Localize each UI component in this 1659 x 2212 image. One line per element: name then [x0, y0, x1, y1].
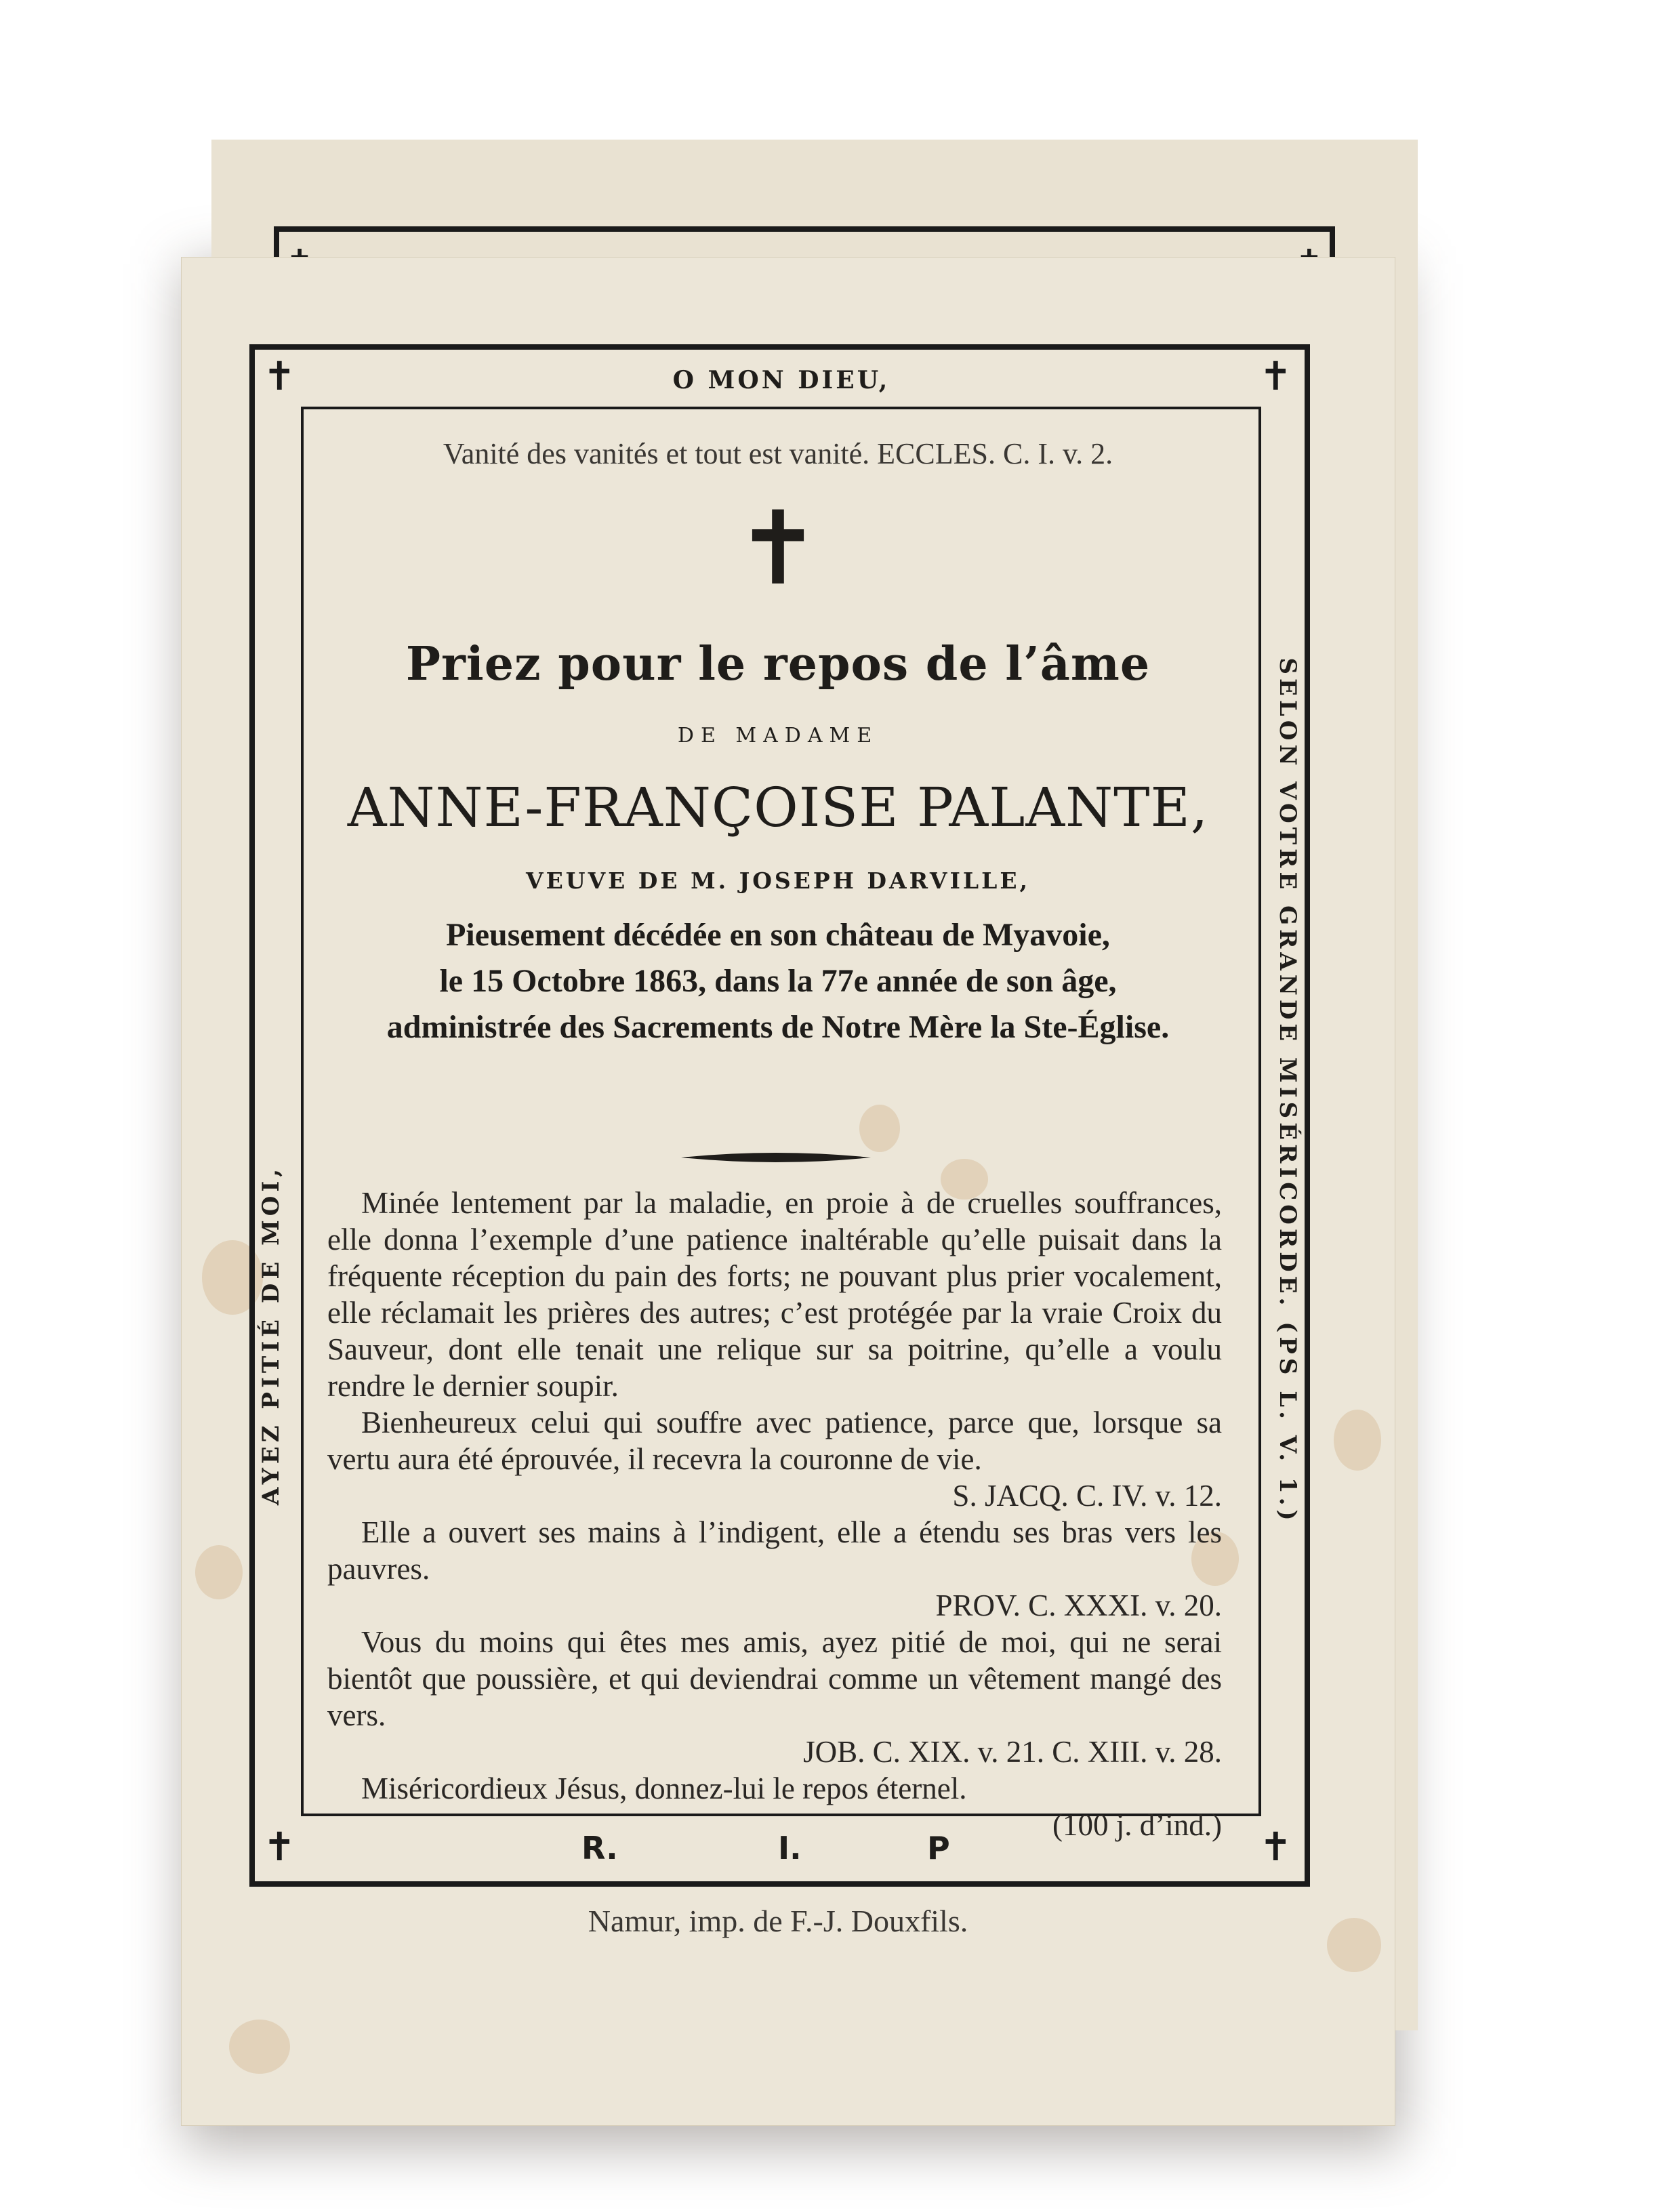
prayer-title: Priez pour le repos de l’âme [405, 637, 1151, 691]
stain [195, 1545, 243, 1599]
paragraph: Bienheureux celui qui souffre avec patience, parce que, lorsque sa vertu aura été éprouvée, il recevra la couronne de vie. [327, 1406, 1222, 1476]
paragraph: Minée lentement par la maladie, en proie à de cruelles souffrances, elle donna l’exemple d’une patience inaltérable qu’elle puisait dans la fréquente réception du pain des forts; ne pouvant plus prier vocalement, elle réclamait les prières des autres; c’est protégée par la vraie Croix du Sauveur, dont elle tenait une relique sur sa poitrine, qu’elle a voulu rendre le dernier soupir. [327, 1186, 1222, 1403]
printer-line: Namur, imp. de F.-J. Douxfils. [588, 1904, 968, 1938]
reference: (100 j. d’ind.) [1052, 1808, 1222, 1842]
cross-icon: ✝ [1259, 1824, 1292, 1870]
stain [1327, 1918, 1381, 1972]
header-text: O MON DIEU, [672, 366, 890, 394]
paragraph: Elle a ouvert ses mains à l’indigent, elle a étendu ses bras vers les pauvres. [327, 1515, 1222, 1586]
reference: PROV. C. XXXI. v. 20. [935, 1589, 1222, 1622]
cross-icon: ✝ [735, 490, 821, 608]
rip-letter-i: I. [778, 1830, 802, 1866]
deceased-name: ANNE-FRANÇOISE PALANTE, [347, 776, 1209, 839]
left-margin-text: AYEZ PITIÉ DE MOI, [258, 1164, 285, 1506]
rip-letter-p: P [927, 1830, 950, 1866]
death-line: Pieusement décédée en son château de Myavoie, [446, 917, 1110, 953]
reference: JOB. C. XIX. v. 21. C. XIII. v. 28. [803, 1735, 1222, 1769]
body-text [327, 1185, 1222, 1843]
death-line: administrée des Sacrements de Notre Mère la Ste-Église. [386, 1009, 1170, 1045]
death-line: le 15 Octobre 1863, dans la 77e année de son âge, [439, 963, 1117, 999]
honorific: DE MADAME [677, 724, 879, 747]
cross-icon: ✝ [263, 353, 296, 399]
epigraph: Vanité des vanités et tout est vanité. ECCLES. C. I. v. 2. [443, 437, 1113, 470]
cross-icon: ✝ [1259, 353, 1292, 399]
memorial-card [182, 258, 1395, 2125]
right-margin-text: SELON VOTRE GRANDE MISÉRICORDE. (PS L. V. 1.) [1274, 657, 1301, 1525]
rip-letter-r: R. [581, 1830, 618, 1866]
paragraph: Miséricordieux Jésus, donnez-lui le repos éternel. [361, 1771, 967, 1805]
paragraph: Vous du moins qui êtes mes amis, ayez pitié de moi, qui ne serai bientôt que poussière, et qui deviendrai comme un vêtement mangé des vers. [327, 1625, 1222, 1732]
cross-icon: ✝ [263, 1824, 296, 1870]
stain [1334, 1410, 1381, 1471]
reference: S. JACQ. C. IV. v. 12. [952, 1479, 1222, 1513]
stain [229, 2020, 290, 2074]
widow-line: VEUVE DE M. JOSEPH DARVILLE, [526, 867, 1030, 894]
ornament-divider [681, 1149, 871, 1166]
